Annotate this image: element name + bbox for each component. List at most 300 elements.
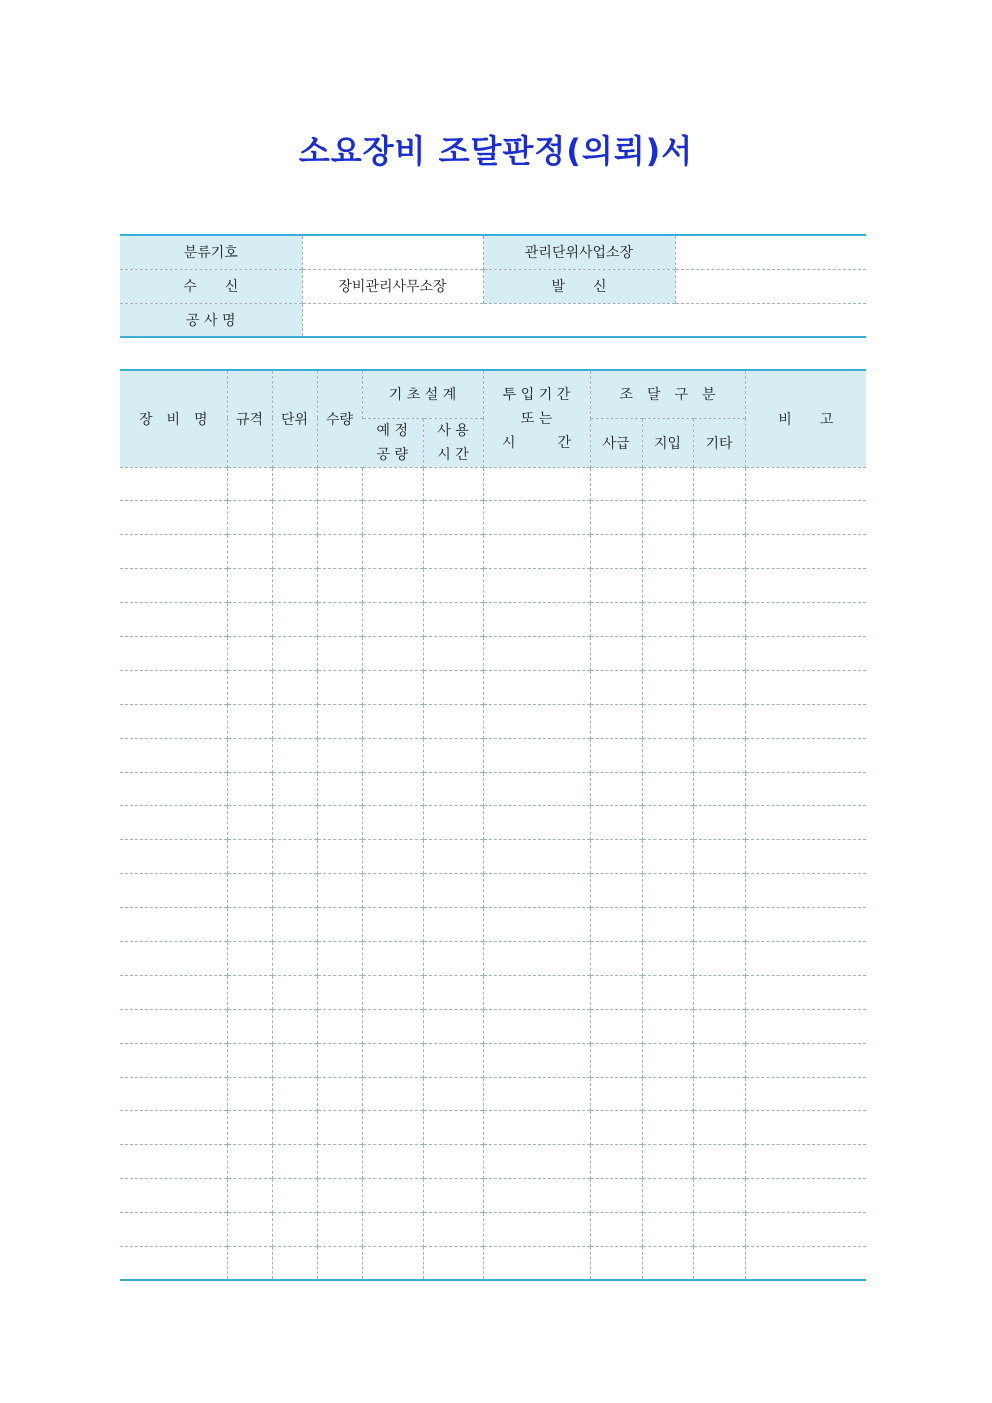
cell-use-time[interactable] bbox=[423, 1043, 483, 1077]
cell-input-period[interactable] bbox=[483, 908, 590, 942]
cell-name[interactable] bbox=[120, 1213, 227, 1247]
table-row bbox=[120, 636, 866, 670]
cell-spec[interactable] bbox=[227, 1009, 272, 1043]
cell-use-time[interactable] bbox=[423, 941, 483, 975]
cell-spec[interactable] bbox=[227, 603, 272, 637]
cell-use-time[interactable] bbox=[423, 975, 483, 1009]
cell-planned-qty[interactable] bbox=[362, 1179, 423, 1213]
cell-planned-qty[interactable] bbox=[362, 636, 423, 670]
header-use-time bbox=[423, 418, 483, 467]
cell-spec[interactable] bbox=[227, 467, 272, 501]
cell-use-time[interactable] bbox=[423, 1246, 483, 1280]
cell-input-period[interactable] bbox=[483, 1213, 590, 1247]
sender-field[interactable] bbox=[675, 269, 866, 303]
document-title: 소요장비 조달판정(의뢰)서 bbox=[298, 132, 694, 170]
cell-unit[interactable] bbox=[272, 806, 317, 840]
cell-use-time[interactable] bbox=[423, 704, 483, 738]
cell-use-time[interactable] bbox=[423, 569, 483, 603]
cell-remarks[interactable] bbox=[745, 1213, 866, 1247]
cell-spec[interactable] bbox=[227, 670, 272, 704]
cell-input-period[interactable] bbox=[483, 569, 590, 603]
header-equipment-name: 장 비 명 bbox=[120, 370, 227, 467]
header-supply: 사급 bbox=[590, 418, 642, 467]
cell-name[interactable] bbox=[120, 1009, 227, 1043]
cell-remarks[interactable] bbox=[745, 908, 866, 942]
cell-self-supply[interactable] bbox=[642, 941, 693, 975]
cell-unit[interactable] bbox=[272, 1043, 317, 1077]
cell-self-supply[interactable] bbox=[642, 1077, 693, 1111]
cell-input-period[interactable] bbox=[483, 975, 590, 1009]
cell-qty[interactable] bbox=[317, 806, 362, 840]
cell-supply[interactable] bbox=[590, 501, 642, 535]
cell-planned-qty[interactable] bbox=[362, 840, 423, 874]
cell-input-period[interactable] bbox=[483, 1145, 590, 1179]
header-procurement: 조 달 구 분 bbox=[590, 370, 745, 418]
cell-use-time[interactable] bbox=[423, 501, 483, 535]
cell-name[interactable] bbox=[120, 569, 227, 603]
cell-use-time[interactable] bbox=[423, 1213, 483, 1247]
cell-self-supply[interactable] bbox=[642, 975, 693, 1009]
cell-other[interactable] bbox=[693, 603, 745, 637]
cell-supply[interactable] bbox=[590, 1179, 642, 1213]
cell-supply[interactable] bbox=[590, 908, 642, 942]
cell-qty[interactable] bbox=[317, 704, 362, 738]
cell-supply[interactable] bbox=[590, 704, 642, 738]
cell-input-period[interactable] bbox=[483, 501, 590, 535]
cell-name[interactable] bbox=[120, 535, 227, 569]
cell-planned-qty[interactable] bbox=[362, 1111, 423, 1145]
cell-use-time[interactable] bbox=[423, 603, 483, 637]
cell-name[interactable] bbox=[120, 806, 227, 840]
cell-other[interactable] bbox=[693, 636, 745, 670]
cell-supply[interactable] bbox=[590, 670, 642, 704]
cell-planned-qty[interactable] bbox=[362, 704, 423, 738]
cell-unit[interactable] bbox=[272, 772, 317, 806]
cell-name[interactable] bbox=[120, 908, 227, 942]
cell-spec[interactable] bbox=[227, 535, 272, 569]
cell-self-supply[interactable] bbox=[642, 1009, 693, 1043]
cell-input-period[interactable] bbox=[483, 840, 590, 874]
cell-remarks[interactable] bbox=[745, 840, 866, 874]
cell-other[interactable] bbox=[693, 704, 745, 738]
cell-name[interactable] bbox=[120, 467, 227, 501]
cell-self-supply[interactable] bbox=[642, 704, 693, 738]
cell-self-supply[interactable] bbox=[642, 467, 693, 501]
cell-supply[interactable] bbox=[590, 1077, 642, 1111]
cell-spec[interactable] bbox=[227, 569, 272, 603]
cell-remarks[interactable] bbox=[745, 501, 866, 535]
cell-name[interactable] bbox=[120, 1077, 227, 1111]
manager-field[interactable] bbox=[675, 235, 866, 269]
cell-other[interactable] bbox=[693, 941, 745, 975]
cell-supply[interactable] bbox=[590, 1009, 642, 1043]
cell-input-period[interactable] bbox=[483, 1009, 590, 1043]
header-remarks: 비 고 bbox=[745, 370, 866, 467]
cell-self-supply[interactable] bbox=[642, 840, 693, 874]
cell-use-time[interactable] bbox=[423, 636, 483, 670]
cell-unit[interactable] bbox=[272, 467, 317, 501]
cell-qty[interactable] bbox=[317, 636, 362, 670]
cell-qty[interactable] bbox=[317, 535, 362, 569]
cell-qty[interactable] bbox=[317, 772, 362, 806]
cell-name[interactable] bbox=[120, 1043, 227, 1077]
project-name-label: 공 사 명 bbox=[120, 303, 302, 337]
cell-unit[interactable] bbox=[272, 975, 317, 1009]
cell-qty[interactable] bbox=[317, 1043, 362, 1077]
project-name-field[interactable] bbox=[302, 303, 866, 337]
cell-planned-qty[interactable] bbox=[362, 908, 423, 942]
cell-spec[interactable] bbox=[227, 1043, 272, 1077]
cell-supply[interactable] bbox=[590, 467, 642, 501]
cell-supply[interactable] bbox=[590, 941, 642, 975]
cell-supply[interactable] bbox=[590, 772, 642, 806]
cell-planned-qty[interactable] bbox=[362, 467, 423, 501]
cell-self-supply[interactable] bbox=[642, 501, 693, 535]
cell-other[interactable] bbox=[693, 874, 745, 908]
cell-qty[interactable] bbox=[317, 603, 362, 637]
cell-remarks[interactable] bbox=[745, 603, 866, 637]
cell-other[interactable] bbox=[693, 1246, 745, 1280]
manager-label: 관리단위사업소장 bbox=[483, 235, 675, 269]
cell-other[interactable] bbox=[693, 1213, 745, 1247]
info-row-recipient bbox=[120, 269, 866, 303]
cell-other[interactable] bbox=[693, 1043, 745, 1077]
cell-self-supply[interactable] bbox=[642, 1213, 693, 1247]
cell-spec[interactable] bbox=[227, 840, 272, 874]
classification-field[interactable] bbox=[302, 235, 483, 269]
cell-supply[interactable] bbox=[590, 975, 642, 1009]
cell-qty[interactable] bbox=[317, 874, 362, 908]
cell-name[interactable] bbox=[120, 1111, 227, 1145]
recipient-field[interactable]: 장비관리사무소장 bbox=[302, 269, 483, 303]
cell-other[interactable] bbox=[693, 1077, 745, 1111]
cell-unit[interactable] bbox=[272, 1213, 317, 1247]
table-row bbox=[120, 1145, 866, 1179]
cell-name[interactable] bbox=[120, 670, 227, 704]
cell-supply[interactable] bbox=[590, 806, 642, 840]
cell-planned-qty[interactable] bbox=[362, 738, 423, 772]
header-input-period bbox=[483, 370, 590, 467]
cell-name[interactable] bbox=[120, 874, 227, 908]
cell-self-supply[interactable] bbox=[642, 636, 693, 670]
cell-qty[interactable] bbox=[317, 501, 362, 535]
cell-planned-qty[interactable] bbox=[362, 670, 423, 704]
cell-planned-qty[interactable] bbox=[362, 1246, 423, 1280]
cell-input-period[interactable] bbox=[483, 941, 590, 975]
table-row bbox=[120, 1009, 866, 1043]
cell-planned-qty[interactable] bbox=[362, 772, 423, 806]
cell-spec[interactable] bbox=[227, 1077, 272, 1111]
header-use-time-line2: 시 간 bbox=[437, 446, 469, 463]
cell-unit[interactable] bbox=[272, 941, 317, 975]
cell-remarks[interactable] bbox=[745, 1246, 866, 1280]
cell-spec[interactable] bbox=[227, 1111, 272, 1145]
cell-remarks[interactable] bbox=[745, 1077, 866, 1111]
cell-input-period[interactable] bbox=[483, 806, 590, 840]
cell-spec[interactable] bbox=[227, 1246, 272, 1280]
cell-planned-qty[interactable] bbox=[362, 1077, 423, 1111]
cell-planned-qty[interactable] bbox=[362, 1043, 423, 1077]
cell-self-supply[interactable] bbox=[642, 874, 693, 908]
cell-spec[interactable] bbox=[227, 704, 272, 738]
cell-spec[interactable] bbox=[227, 738, 272, 772]
cell-planned-qty[interactable] bbox=[362, 941, 423, 975]
cell-remarks[interactable] bbox=[745, 670, 866, 704]
cell-other[interactable] bbox=[693, 738, 745, 772]
cell-remarks[interactable] bbox=[745, 738, 866, 772]
cell-unit[interactable] bbox=[272, 874, 317, 908]
cell-unit[interactable] bbox=[272, 1179, 317, 1213]
cell-unit[interactable] bbox=[272, 636, 317, 670]
cell-name[interactable] bbox=[120, 501, 227, 535]
cell-remarks[interactable] bbox=[745, 1179, 866, 1213]
cell-planned-qty[interactable] bbox=[362, 569, 423, 603]
cell-use-time[interactable] bbox=[423, 806, 483, 840]
cell-other[interactable] bbox=[693, 806, 745, 840]
cell-input-period[interactable] bbox=[483, 1111, 590, 1145]
cell-qty[interactable] bbox=[317, 1111, 362, 1145]
cell-name[interactable] bbox=[120, 738, 227, 772]
header-planned-quantity-line2: 공 량 bbox=[376, 446, 408, 463]
cell-unit[interactable] bbox=[272, 1111, 317, 1145]
table-row bbox=[120, 1077, 866, 1111]
cell-unit[interactable] bbox=[272, 1009, 317, 1043]
cell-name[interactable] bbox=[120, 941, 227, 975]
cell-spec[interactable] bbox=[227, 501, 272, 535]
cell-spec[interactable] bbox=[227, 1213, 272, 1247]
cell-unit[interactable] bbox=[272, 738, 317, 772]
cell-spec[interactable] bbox=[227, 772, 272, 806]
cell-unit[interactable] bbox=[272, 670, 317, 704]
cell-qty[interactable] bbox=[317, 941, 362, 975]
cell-self-supply[interactable] bbox=[642, 1111, 693, 1145]
cell-unit[interactable] bbox=[272, 569, 317, 603]
cell-other[interactable] bbox=[693, 840, 745, 874]
cell-planned-qty[interactable] bbox=[362, 501, 423, 535]
cell-self-supply[interactable] bbox=[642, 603, 693, 637]
cell-use-time[interactable] bbox=[423, 908, 483, 942]
cell-supply[interactable] bbox=[590, 636, 642, 670]
cell-name[interactable] bbox=[120, 772, 227, 806]
cell-qty[interactable] bbox=[317, 569, 362, 603]
cell-spec[interactable] bbox=[227, 1145, 272, 1179]
cell-supply[interactable] bbox=[590, 874, 642, 908]
table-row bbox=[120, 1043, 866, 1077]
cell-use-time[interactable] bbox=[423, 874, 483, 908]
cell-remarks[interactable] bbox=[745, 772, 866, 806]
cell-input-period[interactable] bbox=[483, 603, 590, 637]
cell-remarks[interactable] bbox=[745, 1043, 866, 1077]
cell-planned-qty[interactable] bbox=[362, 975, 423, 1009]
cell-input-period[interactable] bbox=[483, 636, 590, 670]
cell-qty[interactable] bbox=[317, 908, 362, 942]
cell-remarks[interactable] bbox=[745, 941, 866, 975]
cell-remarks[interactable] bbox=[745, 569, 866, 603]
cell-use-time[interactable] bbox=[423, 535, 483, 569]
cell-use-time[interactable] bbox=[423, 1111, 483, 1145]
cell-use-time[interactable] bbox=[423, 840, 483, 874]
cell-input-period[interactable] bbox=[483, 670, 590, 704]
cell-self-supply[interactable] bbox=[642, 569, 693, 603]
cell-planned-qty[interactable] bbox=[362, 535, 423, 569]
cell-other[interactable] bbox=[693, 1111, 745, 1145]
cell-remarks[interactable] bbox=[745, 535, 866, 569]
cell-spec[interactable] bbox=[227, 636, 272, 670]
cell-name[interactable] bbox=[120, 603, 227, 637]
cell-qty[interactable] bbox=[317, 975, 362, 1009]
cell-self-supply[interactable] bbox=[642, 806, 693, 840]
cell-input-period[interactable] bbox=[483, 738, 590, 772]
cell-supply[interactable] bbox=[590, 738, 642, 772]
cell-planned-qty[interactable] bbox=[362, 806, 423, 840]
cell-use-time[interactable] bbox=[423, 1145, 483, 1179]
cell-unit[interactable] bbox=[272, 840, 317, 874]
cell-planned-qty[interactable] bbox=[362, 1213, 423, 1247]
cell-other[interactable] bbox=[693, 772, 745, 806]
cell-remarks[interactable] bbox=[745, 1145, 866, 1179]
cell-input-period[interactable] bbox=[483, 535, 590, 569]
cell-remarks[interactable] bbox=[745, 467, 866, 501]
cell-spec[interactable] bbox=[227, 908, 272, 942]
cell-other[interactable] bbox=[693, 670, 745, 704]
cell-use-time[interactable] bbox=[423, 670, 483, 704]
cell-planned-qty[interactable] bbox=[362, 874, 423, 908]
cell-self-supply[interactable] bbox=[642, 1179, 693, 1213]
cell-qty[interactable] bbox=[317, 1213, 362, 1247]
cell-planned-qty[interactable] bbox=[362, 1009, 423, 1043]
cell-other[interactable] bbox=[693, 569, 745, 603]
table-row bbox=[120, 806, 866, 840]
cell-qty[interactable] bbox=[317, 1145, 362, 1179]
cell-use-time[interactable] bbox=[423, 1179, 483, 1213]
cell-remarks[interactable] bbox=[745, 806, 866, 840]
cell-planned-qty[interactable] bbox=[362, 603, 423, 637]
cell-unit[interactable] bbox=[272, 535, 317, 569]
cell-self-supply[interactable] bbox=[642, 738, 693, 772]
cell-other[interactable] bbox=[693, 1179, 745, 1213]
cell-name[interactable] bbox=[120, 1145, 227, 1179]
cell-self-supply[interactable] bbox=[642, 908, 693, 942]
cell-unit[interactable] bbox=[272, 603, 317, 637]
recipient-label: 수 신 bbox=[120, 269, 302, 303]
cell-unit[interactable] bbox=[272, 1246, 317, 1280]
cell-name[interactable] bbox=[120, 636, 227, 670]
cell-input-period[interactable] bbox=[483, 1246, 590, 1280]
cell-other[interactable] bbox=[693, 908, 745, 942]
cell-remarks[interactable] bbox=[745, 874, 866, 908]
cell-input-period[interactable] bbox=[483, 1077, 590, 1111]
table-row bbox=[120, 738, 866, 772]
cell-supply[interactable] bbox=[590, 1111, 642, 1145]
cell-remarks[interactable] bbox=[745, 1009, 866, 1043]
cell-other[interactable] bbox=[693, 1145, 745, 1179]
cell-name[interactable] bbox=[120, 975, 227, 1009]
cell-qty[interactable] bbox=[317, 738, 362, 772]
table-row bbox=[120, 467, 866, 501]
cell-other[interactable] bbox=[693, 1009, 745, 1043]
header-use-time-line1: 사 용 bbox=[437, 422, 469, 439]
cell-self-supply[interactable] bbox=[642, 670, 693, 704]
table-row bbox=[120, 908, 866, 942]
cell-other[interactable] bbox=[693, 501, 745, 535]
cell-input-period[interactable] bbox=[483, 874, 590, 908]
cell-self-supply[interactable] bbox=[642, 535, 693, 569]
cell-unit[interactable] bbox=[272, 908, 317, 942]
cell-spec[interactable] bbox=[227, 874, 272, 908]
cell-supply[interactable] bbox=[590, 1043, 642, 1077]
cell-self-supply[interactable] bbox=[642, 1246, 693, 1280]
cell-name[interactable] bbox=[120, 1246, 227, 1280]
cell-other[interactable] bbox=[693, 535, 745, 569]
cell-input-period[interactable] bbox=[483, 772, 590, 806]
cell-name[interactable] bbox=[120, 840, 227, 874]
cell-spec[interactable] bbox=[227, 975, 272, 1009]
cell-other[interactable] bbox=[693, 975, 745, 1009]
table-row bbox=[120, 772, 866, 806]
cell-supply[interactable] bbox=[590, 569, 642, 603]
cell-unit[interactable] bbox=[272, 501, 317, 535]
cell-qty[interactable] bbox=[317, 840, 362, 874]
cell-use-time[interactable] bbox=[423, 1009, 483, 1043]
sender-label: 발 신 bbox=[483, 269, 675, 303]
cell-use-time[interactable] bbox=[423, 738, 483, 772]
cell-name[interactable] bbox=[120, 704, 227, 738]
cell-self-supply[interactable] bbox=[642, 772, 693, 806]
cell-input-period[interactable] bbox=[483, 467, 590, 501]
cell-qty[interactable] bbox=[317, 1077, 362, 1111]
cell-supply[interactable] bbox=[590, 1213, 642, 1247]
cell-spec[interactable] bbox=[227, 1179, 272, 1213]
cell-unit[interactable] bbox=[272, 1145, 317, 1179]
cell-remarks[interactable] bbox=[745, 1111, 866, 1145]
cell-qty[interactable] bbox=[317, 1246, 362, 1280]
cell-other[interactable] bbox=[693, 467, 745, 501]
cell-qty[interactable] bbox=[317, 1009, 362, 1043]
cell-supply[interactable] bbox=[590, 535, 642, 569]
cell-unit[interactable] bbox=[272, 1077, 317, 1111]
cell-input-period[interactable] bbox=[483, 1179, 590, 1213]
cell-input-period[interactable] bbox=[483, 704, 590, 738]
cell-supply[interactable] bbox=[590, 603, 642, 637]
cell-self-supply[interactable] bbox=[642, 1145, 693, 1179]
cell-remarks[interactable] bbox=[745, 704, 866, 738]
cell-use-time[interactable] bbox=[423, 1077, 483, 1111]
table-row bbox=[120, 670, 866, 704]
cell-use-time[interactable] bbox=[423, 772, 483, 806]
cell-remarks[interactable] bbox=[745, 975, 866, 1009]
table-row bbox=[120, 501, 866, 535]
cell-qty[interactable] bbox=[317, 670, 362, 704]
header-input-period-line3: 시 간 bbox=[501, 434, 572, 451]
cell-supply[interactable] bbox=[590, 840, 642, 874]
cell-spec[interactable] bbox=[227, 806, 272, 840]
cell-supply[interactable] bbox=[590, 1246, 642, 1280]
cell-self-supply[interactable] bbox=[642, 1043, 693, 1077]
cell-qty[interactable] bbox=[317, 467, 362, 501]
header-other: 기타 bbox=[693, 418, 745, 467]
cell-name[interactable] bbox=[120, 1179, 227, 1213]
cell-spec[interactable] bbox=[227, 941, 272, 975]
cell-supply[interactable] bbox=[590, 1145, 642, 1179]
cell-remarks[interactable] bbox=[745, 636, 866, 670]
cell-qty[interactable] bbox=[317, 1179, 362, 1213]
cell-input-period[interactable] bbox=[483, 1043, 590, 1077]
table-row bbox=[120, 941, 866, 975]
cell-unit[interactable] bbox=[272, 704, 317, 738]
cell-use-time[interactable] bbox=[423, 467, 483, 501]
header-unit: 단위 bbox=[272, 370, 317, 467]
cell-planned-qty[interactable] bbox=[362, 1145, 423, 1179]
